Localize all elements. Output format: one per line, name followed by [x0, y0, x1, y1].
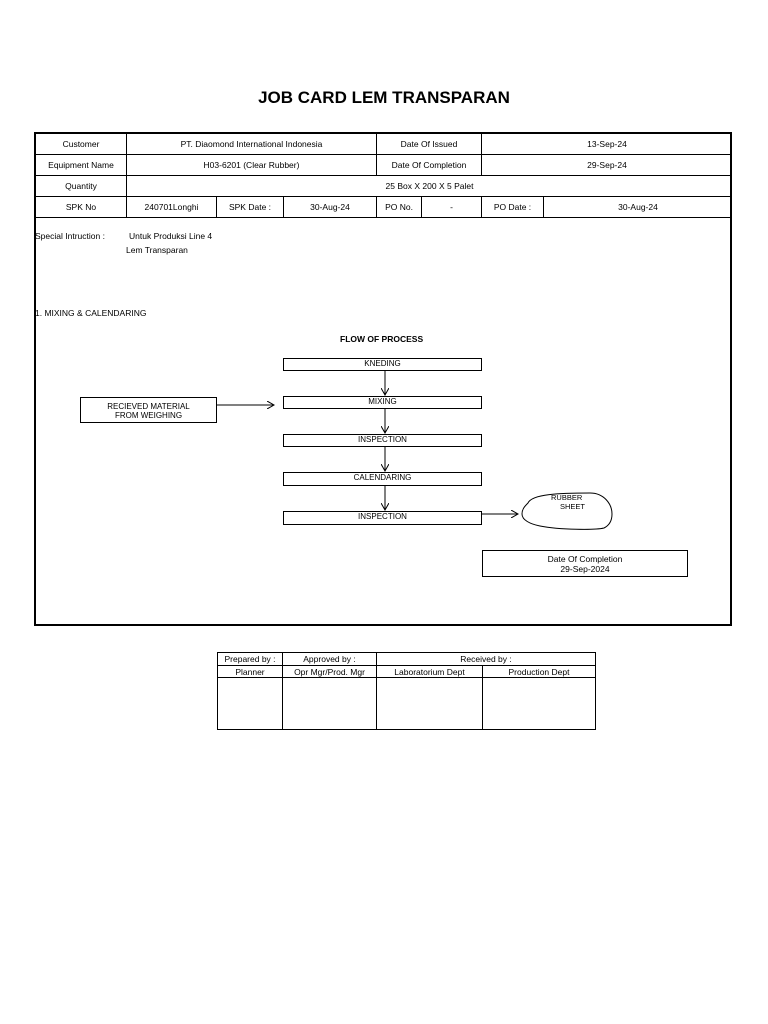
spk-no-value: 240701Longhi	[127, 197, 217, 218]
customer-value: PT. Diaomond International Indonesia	[127, 134, 377, 155]
equipment-label: Equipment Name	[36, 155, 127, 176]
special-instruction-line1: Untuk Produksi Line 4	[129, 231, 213, 241]
received-line2: FROM WEIGHING	[114, 411, 183, 420]
flow-step-inspection-2: INSPECTION	[283, 511, 482, 525]
rubber-sheet-line1: RUBBER	[551, 493, 583, 502]
planner-label: Planner	[218, 666, 283, 678]
special-instruction-label: Special Intruction :	[35, 231, 105, 241]
flow-title: FLOW OF PROCESS	[340, 334, 424, 344]
flow-step-calendaring: CALENDARING	[283, 472, 482, 486]
approved-by-label: Approved by :	[283, 653, 377, 666]
prepared-by-label: Prepared by :	[218, 653, 283, 666]
completion-date: 29-Sep-2024	[560, 563, 610, 574]
completion-label: Date Of Completion	[547, 554, 623, 564]
lab-dept-signature-box	[377, 678, 483, 730]
lab-dept-label: Laboratorium Dept	[377, 666, 483, 678]
quantity-value: 25 Box X 200 X 5 Palet	[127, 176, 732, 197]
po-no-label: PO No.	[377, 197, 422, 218]
section-title: 1. MIXING & CALENDARING	[35, 308, 147, 318]
received-material-box	[80, 397, 217, 423]
date-completion-value: 29-Sep-24	[482, 155, 732, 176]
po-date-value: 30-Aug-24	[544, 197, 732, 218]
date-issued-label: Date Of Issued	[377, 134, 482, 155]
date-issued-value: 13-Sep-24	[482, 134, 732, 155]
completion-box	[482, 550, 688, 577]
flow-step-mixing: MIXING	[283, 396, 482, 409]
opr-mgr-signature-box	[283, 678, 377, 730]
spk-date-value: 30-Aug-24	[284, 197, 377, 218]
planner-signature-box	[218, 678, 283, 730]
customer-label: Customer	[36, 134, 127, 155]
po-date-label: PO Date :	[482, 197, 544, 218]
special-instruction-line2: Lem Transparan	[126, 245, 188, 255]
signature-table	[217, 652, 596, 730]
flow-step-inspection-1: INSPECTION	[283, 434, 482, 447]
spk-date-label: SPK Date :	[217, 197, 284, 218]
po-no-value: -	[422, 197, 482, 218]
rubber-sheet-line2: SHEET	[560, 502, 586, 511]
page-title: JOB CARD LEM TRANSPARAN	[258, 88, 510, 107]
received-by-label: Received by :	[377, 653, 596, 666]
flow-step-kneding: KNEDING	[283, 358, 482, 371]
prod-dept-label: Production Dept	[483, 666, 596, 678]
date-completion-label: Date Of Completion	[377, 155, 482, 176]
quantity-label: Quantity	[36, 176, 127, 197]
received-line1: RECIEVED MATERIAL	[107, 402, 190, 411]
prod-dept-signature-box	[483, 678, 596, 730]
spk-no-label: SPK No	[36, 197, 127, 218]
opr-mgr-label: Opr Mgr/Prod. Mgr	[283, 666, 377, 678]
equipment-value: H03-6201 (Clear Rubber)	[127, 155, 377, 176]
